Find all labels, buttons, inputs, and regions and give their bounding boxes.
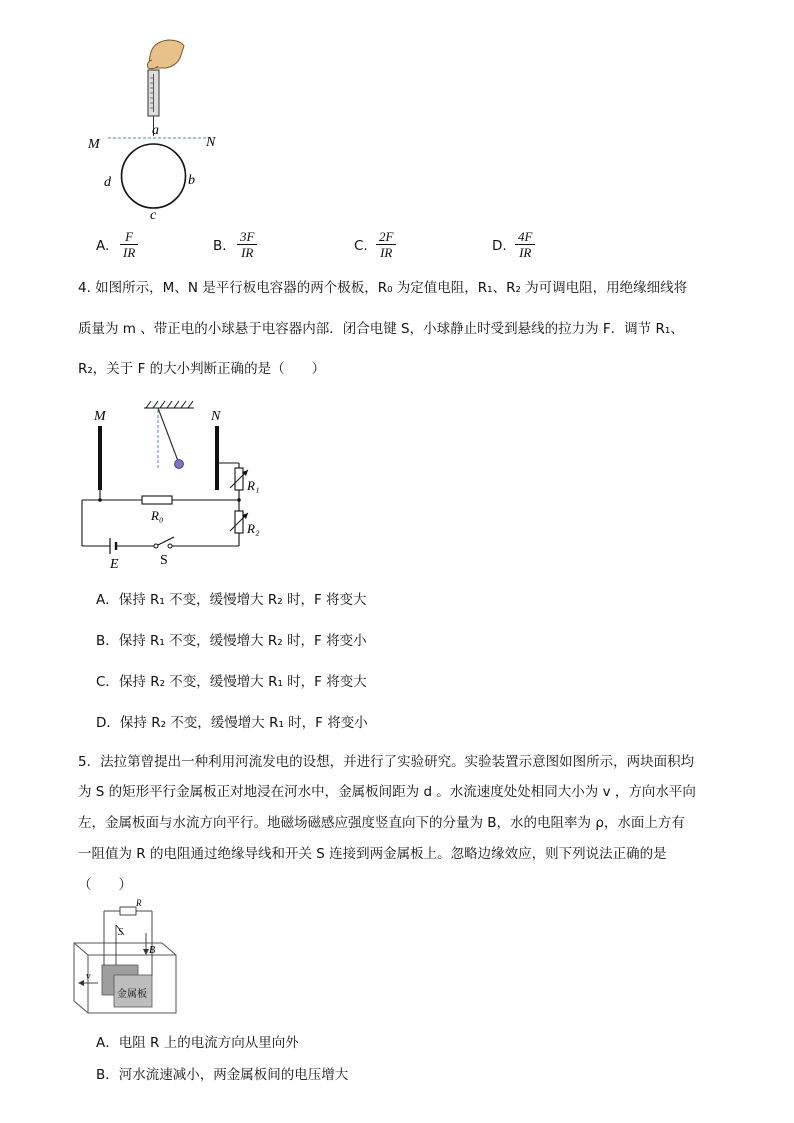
q3-option-b-num: 3F <box>237 229 257 245</box>
q3-option-c-num: 2F <box>376 229 396 245</box>
q5-stem-line2: 为 S 的矩形平行金属板正对地浸在河水中，金属板间距为 d 。水流速度处处相同大小为 v ，方向水平向 <box>78 784 696 800</box>
label-R0: R₀ <box>151 508 164 523</box>
wire-ring <box>122 144 186 208</box>
q5-stem-line5: （ ） <box>78 877 132 893</box>
q3-option-c-letter: C. <box>354 238 368 254</box>
q5-option-b <box>96 1065 348 1085</box>
q5-option-a-text: 电阻 R 上的电流方向从里向外 <box>118 1035 299 1051</box>
label-S: S <box>118 927 123 938</box>
label-c: c <box>150 208 157 223</box>
q3-option-b-den: IR <box>241 245 254 260</box>
resistor-R <box>120 907 136 915</box>
label-a: a <box>152 123 159 138</box>
q4-option-c-text: 保持 R₂ 不变，缓慢增大 R₁ 时，F 将变大 <box>118 674 367 690</box>
label-v: v <box>86 971 91 982</box>
q4-stem-line2: 质量为 m 、带正电的小球悬于电容器内部．闭合电键 S，小球静止时受到悬线的拉力为 F．调节 R₁、 <box>78 321 684 337</box>
q5-stem-line4: 一阻值为 R 的电阻通过绝缘导线和开关 S 连接到两金属板上。忽略边缘效应，则下列说法正确的是 <box>78 846 667 862</box>
q3-option-d-den: IR <box>519 245 532 260</box>
label-d: d <box>104 175 111 190</box>
switch-S <box>154 537 174 548</box>
q4-option-d <box>96 713 368 733</box>
q3-option-d-num: 4F <box>515 229 535 245</box>
q3-option-d-fraction <box>515 229 535 260</box>
q4-stem-line1: 4. 如图所示，M、N 是平行板电容器的两个极板，R₀ 为定值电阻，R₁、R₂ 为可调电阻，用绝缘细线将 <box>78 280 688 296</box>
label-plate: 金属板 <box>117 989 147 1000</box>
q5-option-b-letter: B． <box>96 1067 119 1083</box>
label-B: B <box>149 945 156 956</box>
resistor-R2 <box>230 511 248 533</box>
q3-option-a-letter: A. <box>96 238 110 254</box>
label-E: E <box>110 557 119 572</box>
q3-option-a-den: IR <box>123 245 136 260</box>
q4-option-c <box>96 672 367 692</box>
q5-apparatus-figure <box>72 898 192 1020</box>
q4-stem-line3: R₂，关于 F 的大小判断正确的是（ ） <box>78 361 326 377</box>
q3-option-b-fraction <box>237 229 257 260</box>
label-R1: R₁ <box>247 478 260 493</box>
label-N: N <box>206 135 216 150</box>
q3-figure <box>80 36 230 226</box>
q3-option-c-den: IR <box>380 245 393 260</box>
q3-option-c-fraction <box>376 229 396 260</box>
label-R2: R₂ <box>247 521 260 536</box>
q4-option-d-letter: D． <box>96 715 120 731</box>
label-N: N <box>211 409 221 424</box>
q4-option-b <box>96 631 367 651</box>
battery-E <box>110 538 116 554</box>
hand-icon <box>148 40 185 69</box>
label-R: R <box>136 898 142 908</box>
q5-option-a-letter: A． <box>96 1035 119 1051</box>
resistor-R1 <box>230 468 248 490</box>
label-S: S <box>160 553 168 568</box>
q5-stem-line1: 5．法拉第曾提出一种利用河流发电的设想，并进行了实验研究。实验装置示意图如图所示，两块面积均 <box>78 754 695 770</box>
q4-option-d-text: 保持 R₂ 不变，缓慢增大 R₁ 时，F 将变小 <box>119 715 368 731</box>
q3-option-d-letter: D. <box>492 238 507 254</box>
q3-option-a-fraction <box>120 229 138 260</box>
q5-stem-line3: 左，金属板面与水流方向平行。地磁场磁感应强度竖直向下的分量为 B，水的电阻率为 ρ，水面上方有 <box>78 815 685 831</box>
label-M: M <box>88 137 100 152</box>
plate-N <box>215 426 219 490</box>
q4-option-a-text: 保持 R₁ 不变，缓慢增大 R₂ 时，F 将变大 <box>118 592 367 608</box>
charged-ball <box>175 460 184 469</box>
resistor-R0 <box>142 496 172 504</box>
q4-option-a-letter: A． <box>96 592 119 608</box>
thread <box>158 408 178 461</box>
q4-option-b-letter: B． <box>96 633 119 649</box>
q5-option-b-text: 河水流速减小，两金属板间的电压增大 <box>118 1067 349 1083</box>
label-M: M <box>94 409 106 424</box>
q3-option-b-letter: B. <box>213 238 227 254</box>
q4-option-c-letter: C． <box>96 674 119 690</box>
q3-option-a-num: F <box>120 229 138 245</box>
ceiling-hatch <box>144 401 194 408</box>
plate-M <box>98 426 102 490</box>
q4-option-a <box>96 590 367 610</box>
q4-circuit-figure <box>74 398 274 573</box>
q4-option-b-text: 保持 R₁ 不变，缓慢增大 R₂ 时，F 将变小 <box>118 633 367 649</box>
q5-option-a <box>96 1033 299 1053</box>
label-b: b <box>188 173 195 188</box>
